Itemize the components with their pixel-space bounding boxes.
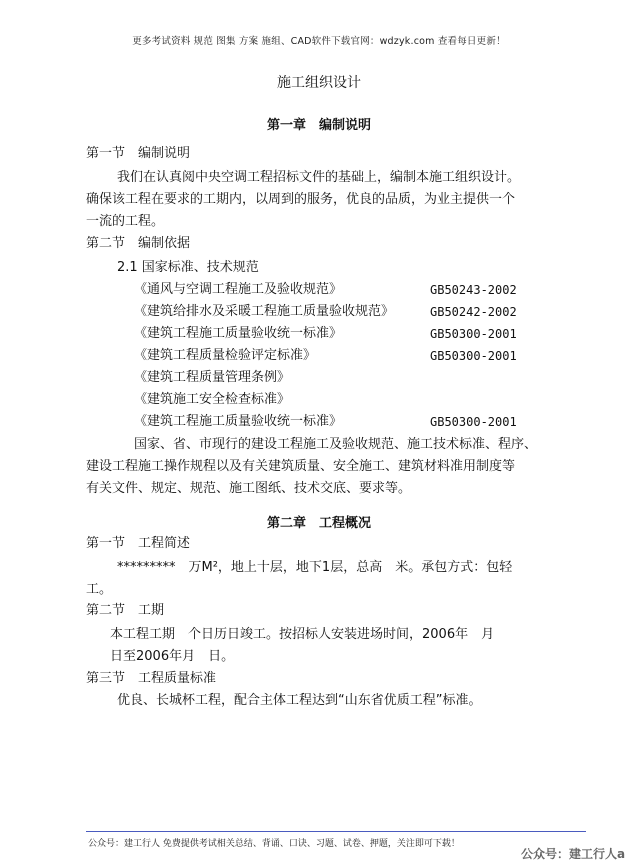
standard-name: 《建筑给排水及采暖工程施工质量验收规范》 xyxy=(134,304,395,319)
ch1-sec2-para-line1: 国家、省、市现行的建设工程施工及验收规范、施工技术标准、程序、 xyxy=(134,437,538,452)
ch2-sec3-heading: 第三节 工程质量标准 xyxy=(86,671,217,686)
page-header: 更多考试资料 规范 图集 方案 施组、CAD软件下载官网：wdzyk.com 查看每日更新！ xyxy=(132,36,506,47)
standard-row xyxy=(0,389,638,411)
standards-list xyxy=(0,279,638,433)
standard-code: GB50300-2001 xyxy=(430,415,517,429)
standard-name: 《建筑工程质量管理条例》 xyxy=(134,370,291,385)
standard-name: 《通风与空调工程施工及验收规范》 xyxy=(134,282,343,297)
chapter1-heading: 第一章 编制说明 xyxy=(266,118,371,133)
watermark-text: 公众号：建工行人a xyxy=(521,847,626,861)
ch2-sec1-heading: 第一节 工程简述 xyxy=(86,536,191,551)
ch1-sec2-subheading: 2.1 国家标准、技术规范 xyxy=(117,260,259,275)
standard-row xyxy=(0,323,638,345)
ch1-sec1-heading: 第一节 编制说明 xyxy=(86,146,191,161)
standard-row xyxy=(0,411,638,433)
ch1-sec1-para-line2: 确保该工程在要求的工期内，以周到的服务，优良的品质，为业主提供一个 xyxy=(86,192,516,207)
standard-name: 《建筑施工安全检查标准》 xyxy=(134,392,291,407)
standard-row xyxy=(0,279,638,301)
standard-name: 《建筑工程质量检验评定标准》 xyxy=(134,348,317,363)
standard-row xyxy=(0,367,638,389)
ch1-sec2-heading: 第二节 编制依据 xyxy=(86,236,191,251)
ch1-sec2-para-line3: 有关文件、规定、规范、施工图纸、技术交底、要求等。 xyxy=(86,481,412,496)
ch1-sec1-para-line1: 我们在认真阅中央空调工程招标文件的基础上，编制本施工组织设计。 xyxy=(117,170,521,185)
ch2-sec2-heading: 第二节 工期 xyxy=(86,603,165,618)
footer-divider xyxy=(86,831,586,832)
ch2-sec1-line1: ********* 万M²，地上十层，地下1层，总高 米。承包方式：包轻 xyxy=(117,560,513,575)
standard-name: 《建筑工程施工质量验收统一标准》 xyxy=(134,326,343,341)
standard-code: GB50300-2001 xyxy=(430,349,517,363)
document-title: 施工组织设计 xyxy=(277,75,361,91)
footer-notice: 公众号：建工行人 免费提供考试相关总结、背诵、口诀、习题、试卷、押题，关注即可下载！ xyxy=(88,839,460,849)
standard-row xyxy=(0,345,638,367)
ch1-sec2-para-line2: 建设工程施工操作规程以及有关建筑质量、安全施工、建筑材料准用制度等 xyxy=(86,459,516,474)
standard-code: GB50242-2002 xyxy=(430,305,517,319)
ch2-sec2-line1: 本工程工期 个日历日竣工。按招标人安装进场时间，2006年 月 xyxy=(110,627,495,642)
standard-row xyxy=(0,301,638,323)
ch2-sec2-line2: 日至2006年月 日。 xyxy=(110,649,235,664)
ch1-sec1-para-line3: 一流的工程。 xyxy=(86,214,165,229)
chapter2-heading: 第二章 工程概况 xyxy=(266,516,371,531)
standard-code: GB50300-2001 xyxy=(430,327,517,341)
watermark xyxy=(521,845,625,862)
ch2-sec3-line1: 优良、长城杯工程，配合主体工程达到“山东省优质工程”标准。 xyxy=(117,693,482,708)
ch2-sec1-line2: 工。 xyxy=(86,582,113,597)
standard-code: GB50243-2002 xyxy=(430,283,517,297)
standard-name: 《建筑工程施工质量验收统一标准》 xyxy=(134,414,343,429)
